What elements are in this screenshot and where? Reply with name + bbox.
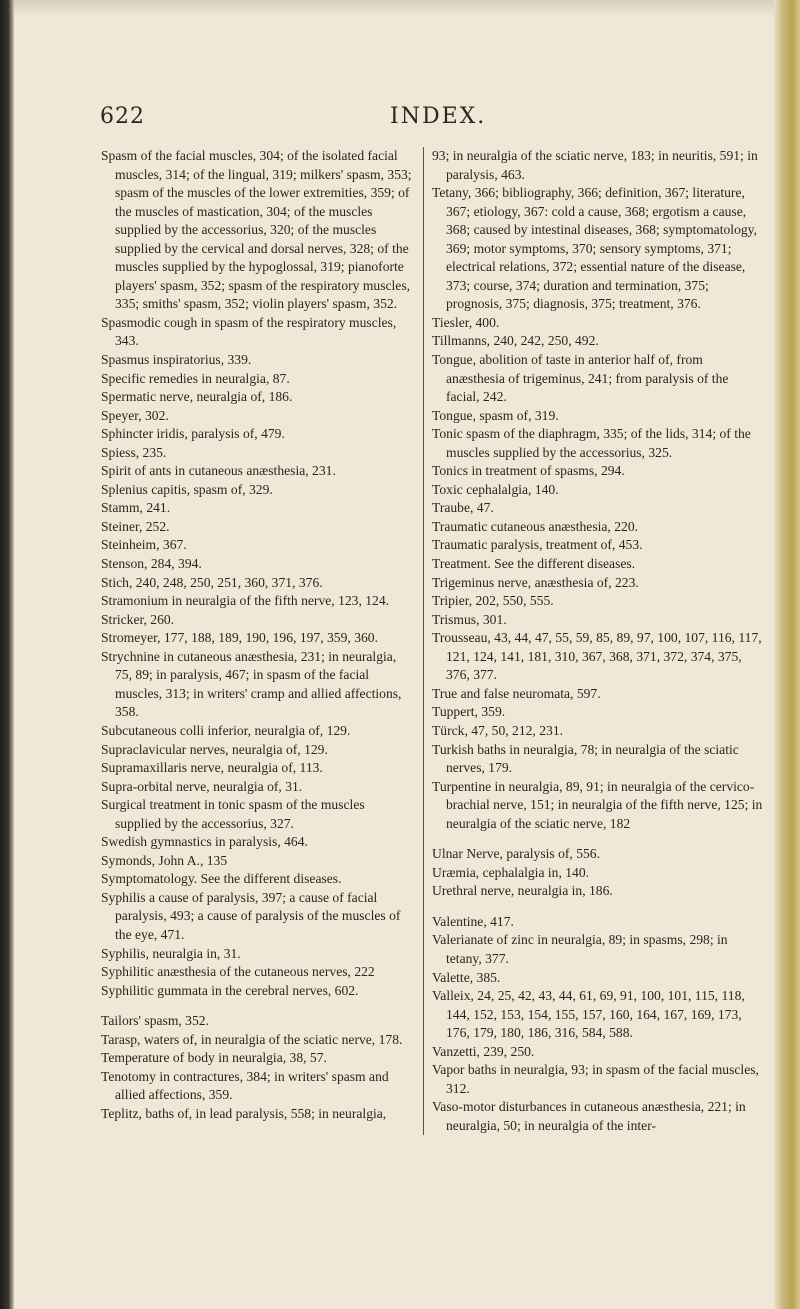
index-entry: Uræmia, cephalalgia in, 140. [432,864,590,880]
index-entry: Supraclavicular nerves, neuralgia of, 129. [101,741,328,757]
index-entry: Stromeyer, 177, 188, 189, 190, 196, 197, 359, 360. [101,630,378,646]
index-entry: Trousseau, 43, 44, 47, 55, 59, 85, 89, 97, 100, 107, 116, 117, 121, 124, 141, 181, 310, 367, 368, 371, 372, 374, 375, 376, 377. [432,630,762,683]
index-entry: Turkish baths in neuralgia, 78; in neuralgia of the sciatic nerves, 179. [432,741,739,776]
index-entry: Speyer, 302. [101,407,169,423]
index-entry: Traumatic paralysis, treatment of, 453. [432,537,643,553]
index-entry: Tonic spasm of the diaphragm, 335; of the lids, 314; of the muscles supplied by the accessorius, 325. [432,426,751,460]
section-gap [101,1000,413,1012]
index-entry: Valentine, 417. [432,913,514,929]
index-entry: Valleix, 24, 25, 42, 43, 44, 61, 69, 91, 100, 101, 115, 118, 144, 152, 153, 154, 155, 157, 160, 164, 167, 169, 173, 176, 179, 180, 186, 316, 584, 588. [432,988,745,1041]
index-entry: Teplitz, baths of, in lead paralysis, 558; in neuralgia, [101,1105,387,1121]
index-entry: Urethral nerve, neuralgia in, 186. [432,883,613,899]
index-entry: Stamm, 241. [101,500,171,516]
index-entry: Strychnine in cutaneous anæsthesia, 231; in neuralgia, 75, 89; in paralysis, 467; in spasm of the facial muscles, 313; in writers' cramp and allied affections, 358. [101,648,402,720]
index-entry: Vaso-motor disturbances in cutaneous anæsthesia, 221; in neuralgia, 50; in neuralgia of the inter- [432,1099,746,1133]
index-entry: Spasm of the facial muscles, 304; of the isolated facial muscles, 314; of the lingual, 319; milkers' spasm, 353; spasm of the muscles of the lower extremities, 359; of the muscles of mastication, 304; of the muscles supplied by the accessorius, 320; of the muscles supplied by the cervical and dorsal nerves, 328; of the muscles supplied by the hypoglossal, 319; pianoforte players' spasm, 352; spasm of the respiratory muscles, 335; smiths' spasm, 352; violin players' spasm, 352. [101,148,412,312]
index-entry: Traumatic cutaneous anæsthesia, 220. [432,518,639,534]
index-entry: Spermatic nerve, neuralgia of, 186. [101,389,293,405]
index-entry: Tenotomy in contractures, 384; in writers' spasm and allied affections, 359. [101,1068,389,1103]
index-entry: Tailors' spasm, 352. [101,1013,209,1029]
index-entry: Swedish gymnastics in paralysis, 464. [101,834,308,850]
index-entry: Tarasp, waters of, in neuralgia of the sciatic nerve, 178. [101,1031,403,1047]
index-entry: Spiess, 235. [101,444,167,460]
index-entry: Treatment. See the different diseases. [432,556,636,572]
index-entry: Steinheim, 367. [101,537,187,553]
index-entry: Tongue, spasm of, 319. [432,407,559,423]
index-entry: Tetany, 366; bibliography, 366; definition, 367; literature, 367; etiology, 367: cold a cause, 368; ergotism a cause, 368; caused by intestinal diseases, 368; symptomatology, 369; motor symptoms, 370; sensory symptoms, 371; electrical relations, 372; essential nature of the disease, 373; course, 374; duration and termination, 375; prognosis, 375; diagnosis, 375; treatment, 376. [432,185,757,312]
index-entry: Trigeminus nerve, anæsthesia of, 223. [432,574,639,590]
index-entry: Syphilis a cause of paralysis, 397; a cause of facial paralysis, 493; a cause of paralysis of the muscles of the eye, 471. [101,889,401,942]
index-entry: Tuppert, 359. [432,704,506,720]
index-entry: 93; in neuralgia of the sciatic nerve, 183; in neuritis, 591; in paralysis, 463. [432,148,758,182]
index-column-left [101,147,413,1123]
page-top-shade [14,0,774,18]
running-head: INDEX. [390,104,487,129]
index-entry: Spirit of ants in cutaneous anæsthesia, 231. [101,463,336,479]
index-entry: Stramonium in neuralgia of the fifth nerve, 123, 124. [101,593,390,609]
index-entry: Splenius capitis, spasm of, 329. [101,481,273,497]
index-entry: Stenson, 284, 394. [101,556,202,572]
index-entry: Temperature of body in neuralgia, 38, 57. [101,1050,327,1066]
index-entry: Vapor baths in neuralgia, 93; in spasm of the facial muscles, 312. [432,1062,759,1096]
index-entry: Supra-orbital nerve, neuralgia of, 31. [101,778,303,794]
index-entry: Supramaxillaris nerve, neuralgia of, 113. [101,760,323,776]
index-entry: Syphilis, neuralgia in, 31. [101,945,241,961]
index-entry: Tillmanns, 240, 242, 250, 492. [432,333,599,349]
index-entry: Surgical treatment in tonic spasm of the muscles supplied by the accessorius, 327. [101,797,365,831]
index-entry: Spasmus inspiratorius, 339. [101,352,252,368]
index-entry: Syphilitic anæsthesia of the cutaneous nerves, 222 [101,964,375,980]
index-entry: Subcutaneous colli inferior, neuralgia of, 129. [101,722,351,738]
index-entry: Valerianate of zinc in neuralgia, 89; in spasms, 298; in tetany, 377. [432,932,728,966]
index-entry: True and false neuromata, 597. [432,685,601,701]
index-entry: Specific remedies in neuralgia, 87. [101,370,290,386]
index-entry: Tongue, abolition of taste in anterior half of, from anæsthesia of trigeminus, 241; from paralysis of the facial, 242. [432,352,729,405]
index-entry: Tonics in treatment of spasms, 294. [432,463,625,479]
index-entry: Syphilitic gummata in the cerebral nerves, 602. [101,982,359,998]
index-entry: Symonds, John A., 135 [101,852,228,868]
index-entry: Stricker, 260. [101,611,175,627]
index-entry: Toxic cephalalgia, 140. [432,481,559,497]
index-entry: Spasmodic cough in spasm of the respiratory muscles, 343. [101,314,397,349]
index-entry: Tripier, 202, 550, 555. [432,593,554,609]
section-gap [432,833,763,845]
index-entry: Ulnar Nerve, paralysis of, 556. [432,846,600,862]
section-gap [432,901,763,913]
index-entry: Turpentine in neuralgia, 89, 91; in neuralgia of the cervico-brachial nerve, 151; in neuralgia of the fifth nerve, 125; in neuralgia of the sciatic nerve, 182 [432,778,763,831]
index-entry: Türck, 47, 50, 212, 231. [432,722,564,738]
index-entry: Symptomatology. See the different diseases. [101,871,342,887]
index-column-right [423,147,763,1135]
page-edge [774,0,800,1309]
index-entry: Steiner, 252. [101,518,170,534]
page-header [100,104,740,134]
index-entry: Vanzetti, 239, 250. [432,1043,535,1059]
index-entry: Traube, 47. [432,500,494,516]
page-number: 622 [100,104,145,129]
index-entry: Tiesler, 400. [432,314,500,330]
index-entry: Sphincter iridis, paralysis of, 479. [101,426,285,442]
index-entry: Stich, 240, 248, 250, 251, 360, 371, 376. [101,574,323,590]
book-spine-shadow [0,0,14,1309]
index-entry: Trismus, 301. [432,611,507,627]
index-entry: Valette, 385. [432,969,501,985]
